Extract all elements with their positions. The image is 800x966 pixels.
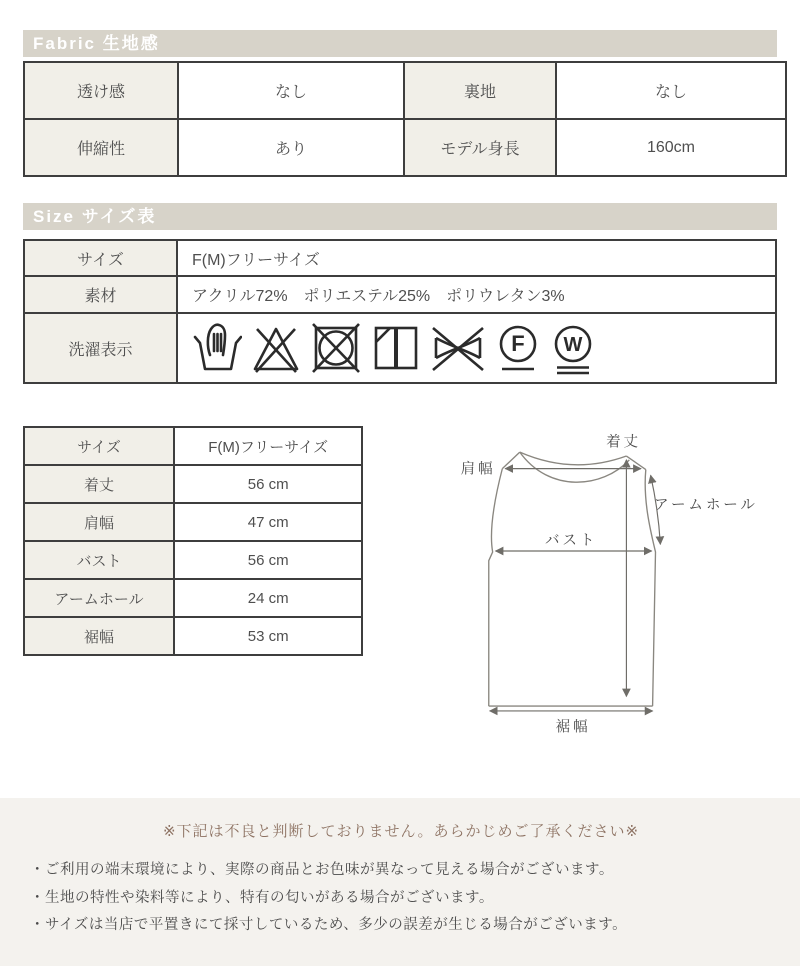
measure-label-armhole: アームホール <box>24 579 174 617</box>
table-row <box>24 503 362 541</box>
fabric-section-header: Fabric 生地感 <box>23 30 777 57</box>
line-dry-in-shade-icon <box>371 321 421 375</box>
disclaimer-item: ・サイズは当店で平置きにて採寸しているため、多少の誤差が生じる場合がございます。 <box>30 917 628 933</box>
disclaimer-item: ・生地の特性や染料等により、特有の匂いがある場合がございます。 <box>30 889 494 906</box>
size-info-table <box>23 239 777 384</box>
fabric-value-sheerness: なし <box>178 62 404 119</box>
measure-label-length: 着丈 <box>24 465 174 503</box>
hem-label: 裾幅 <box>555 719 591 736</box>
measure-value-hem: 53 cm <box>174 617 362 655</box>
fabric-value-lining: なし <box>556 62 786 119</box>
size-value: F(M)フリーサイズ <box>177 240 776 276</box>
disclaimer-section <box>0 798 800 966</box>
measure-label-size: サイズ <box>24 427 174 465</box>
dimension-arrows <box>490 460 661 711</box>
do-not-tumble-dry-icon <box>310 321 362 375</box>
measurement-table <box>23 426 363 656</box>
disclaimer-item: ・ご利用の端末環境により、実際の商品とお色味が異なって見える場合がございます。 <box>30 862 614 878</box>
bust-label: バスト <box>545 533 598 550</box>
table-row <box>24 579 362 617</box>
care-icons-row <box>192 321 775 375</box>
garment-outline <box>489 452 656 706</box>
table-row <box>24 119 786 176</box>
measure-label-hem: 裾幅 <box>24 617 174 655</box>
table-row <box>24 465 362 503</box>
care-symbols-label: 洗濯表示 <box>24 313 177 383</box>
wet-clean-gentle-icon <box>550 321 596 375</box>
measure-value-size: F(M)フリーサイズ <box>174 427 362 465</box>
care-symbols-cell <box>177 313 776 383</box>
table-row <box>24 240 776 276</box>
armhole-label: アームホール <box>654 497 759 514</box>
length-label: 着丈 <box>606 434 642 451</box>
table-row <box>24 62 786 119</box>
fabric-label-stretch: 伸縮性 <box>24 119 178 176</box>
fabric-label-sheerness: 透け感 <box>24 62 178 119</box>
shoulder-label: 肩幅 <box>460 461 496 478</box>
disclaimer-list <box>30 857 772 940</box>
table-row <box>24 617 362 655</box>
care-letter: F <box>511 331 525 356</box>
dry-clean-petroleum-icon <box>495 321 541 375</box>
measure-value-bust: 56 cm <box>174 541 362 579</box>
measurement-section <box>23 426 777 748</box>
fabric-value-model-height: 160cm <box>556 119 786 176</box>
material-value: アクリル72% ポリエステル25% ポリウレタン3% <box>177 276 776 313</box>
table-row <box>24 276 776 313</box>
care-letter: W <box>563 334 583 356</box>
material-label: 素材 <box>24 276 177 313</box>
garment-measurement-diagram <box>418 418 777 748</box>
fabric-table <box>23 61 787 177</box>
do-not-bleach-icon <box>251 321 301 375</box>
fabric-value-stretch: あり <box>178 119 404 176</box>
measure-value-length: 56 cm <box>174 465 362 503</box>
table-row <box>24 313 776 383</box>
measure-label-shoulder: 肩幅 <box>24 503 174 541</box>
fabric-label-model-height: モデル身長 <box>404 119 556 176</box>
table-row <box>24 427 362 465</box>
fabric-label-lining: 裏地 <box>404 62 556 119</box>
disclaimer-title: ※下記は不良と判断しておりません。あらかじめご了承ください※ <box>162 823 640 840</box>
size-section-header: Size サイズ表 <box>23 203 777 230</box>
measure-value-armhole: 24 cm <box>174 579 362 617</box>
measure-label-bust: バスト <box>24 541 174 579</box>
do-not-wring-icon <box>430 321 486 375</box>
size-label: サイズ <box>24 240 177 276</box>
hand-wash-icon <box>192 321 242 375</box>
table-row <box>24 541 362 579</box>
measure-value-shoulder: 47 cm <box>174 503 362 541</box>
